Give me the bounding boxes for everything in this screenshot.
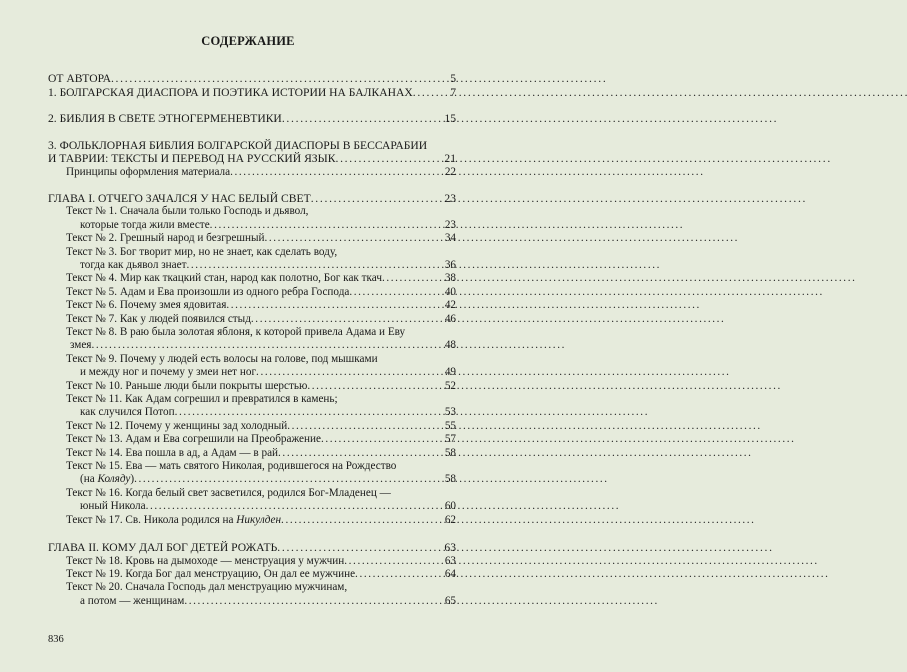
toc-entry-text: Текст № 8. В раю была золотая яблоня, к которой привела Адама и Еву [66, 326, 406, 338]
toc-entry [48, 555, 456, 568]
leader-dots [281, 514, 445, 527]
leader-dots [134, 473, 445, 486]
leader-dots [184, 595, 444, 608]
toc-entry-page: 55 [444, 419, 456, 432]
leader-dots [349, 286, 444, 299]
table-of-contents [48, 72, 456, 608]
leader-dots [413, 86, 450, 99]
toc-entry-text: Текст № 3. Бог творит мир, но не знает, как сделать воду, [66, 245, 338, 258]
leader-dots [251, 313, 445, 326]
toc-entry-page: 42 [444, 299, 456, 312]
toc-entry-text: Текст № 2. Грешный народ и безгрешный [66, 232, 265, 245]
toc-entry [48, 514, 456, 527]
leader-dots [230, 166, 445, 179]
toc-entry-text: змея [70, 339, 92, 352]
toc-entry [48, 433, 456, 446]
toc-entry-page: 58 [444, 473, 456, 486]
toc-entry-text-part: ) [130, 473, 135, 486]
toc-entry-text: Текст № 16. Когда белый свет засветился, родился Бог-Младенец — [66, 486, 391, 499]
leader-dots [186, 259, 444, 272]
page-title: СОДЕРЖАНИЕ [201, 34, 295, 48]
toc-entry-text: Текст № 1. Сначала были только Господь и дьявол, [66, 205, 309, 218]
leader-dots [146, 500, 445, 513]
toc-entry [48, 393, 456, 406]
toc-entry-text: как случился Потоп [80, 406, 175, 419]
toc-entry-page: 62 [444, 513, 456, 526]
toc-entry [48, 72, 456, 85]
toc-entry-page: 53 [444, 406, 456, 419]
toc-entry-page: 23 [444, 191, 456, 205]
toc-entry-page: 65 [444, 594, 456, 607]
toc-entry [48, 219, 456, 232]
toc-entry-text-part: Текст № 17. Св. Никола родился на [66, 513, 237, 526]
toc-entry-text: Текст № 15. Ева — мать святого Николая, родившегося на Рождество [66, 460, 397, 473]
toc-entry-page: 38 [444, 272, 456, 285]
toc-entry-page: 64 [444, 567, 456, 580]
toc-entry-page: 58 [444, 446, 456, 459]
leader-dots [307, 380, 444, 393]
leader-dots [282, 112, 445, 125]
toc-entry-text: тогда как дьявол знает [80, 258, 187, 271]
toc-entry [48, 595, 456, 608]
toc-entry-text: Текст № 7. Как у людей появился стыд [66, 312, 251, 325]
toc-entry-text [80, 473, 134, 486]
toc-entry-text: 2. БИБЛИЯ В СВЕТЕ ЭТНОГЕРМЕНЕВТИКИ [48, 112, 282, 126]
toc-entry-page: 49 [444, 366, 456, 379]
toc-entry [48, 500, 456, 513]
leader-dots [311, 192, 445, 205]
toc-entry-page: 63 [444, 554, 456, 567]
leader-dots [264, 232, 444, 245]
toc-entry [48, 353, 456, 366]
leader-dots [277, 541, 444, 554]
toc-entry [48, 259, 456, 272]
toc-entry-text: 1. БОЛГАРСКАЯ ДИАСПОРА И ПОЭТИКА ИСТОРИИ НА БАЛКАНАХ [48, 85, 413, 99]
toc-entry-page: 34 [444, 232, 456, 245]
toc-entry [48, 420, 456, 433]
toc-entry [48, 487, 456, 500]
toc-entry-text: которые тогда жили вместе [80, 218, 210, 231]
toc-entry [48, 246, 456, 259]
toc-entry-text-part: (на [80, 473, 98, 486]
leader-dots [278, 447, 445, 460]
leader-dots [287, 420, 445, 433]
toc-entry-text: Текст № 5. Адам и Ева произошли из одного ребра Господа [66, 285, 350, 298]
toc-entry-text: Текст № 19. Когда Бог дал менструацию, Он дал ее мужчине [66, 567, 356, 580]
toc-entry-text: ГЛАВА I. ОТЧЕГО ЗАЧАЛСЯ У НАС БЕЛЫЙ СВЕТ [48, 191, 311, 205]
toc-entry-text: 3. ФОЛЬКЛОРНАЯ БИБЛИЯ БОЛГАРСКОЙ ДИАСПОРЫ В БЕССАРАБИИ [48, 138, 428, 152]
toc-entry-page: 48 [444, 339, 456, 352]
leader-dots [175, 406, 445, 419]
toc-entry [48, 473, 456, 486]
toc-entry-page: 21 [444, 152, 456, 166]
toc-entry [48, 299, 456, 312]
toc-entry-page: 60 [444, 500, 456, 513]
toc-entry [48, 86, 456, 99]
toc-entry-text: юный Никола [80, 500, 146, 513]
toc-entry [48, 581, 456, 594]
leader-dots [321, 433, 445, 446]
toc-entry [48, 286, 456, 299]
toc-entry-text: Текст № 13. Адам и Ева согрешили на Преображение [66, 433, 321, 446]
toc-entry-text: Текст № 12. Почему у женщины зад холодный [66, 419, 288, 432]
leader-dots [91, 339, 444, 352]
toc-entry-italic: Никулден [236, 513, 282, 526]
leader-dots [256, 366, 445, 379]
toc-entry-page: 52 [444, 379, 456, 392]
page-number: 836 [48, 634, 64, 645]
toc-entry [48, 152, 456, 165]
toc-entry [48, 313, 456, 326]
toc-entry-page: 36 [444, 258, 456, 271]
chapter-heading [48, 541, 456, 554]
toc-entry-page: 15 [444, 112, 456, 126]
toc-entry [48, 447, 456, 460]
toc-entry-text: а потом — женщинам [80, 594, 185, 607]
toc-entry-text: Текст № 18. Кровь на дымоходе — менструация у мужчин [66, 554, 345, 567]
toc-entry [48, 232, 456, 245]
leader-dots [355, 568, 445, 581]
toc-entry-text: Текст № 10. Раньше люди были покрыты шерстью [66, 379, 308, 392]
toc-entry [48, 139, 456, 152]
chapter-heading [48, 192, 456, 205]
toc-entry-italic: Коляду [97, 473, 131, 486]
toc-entry-text [66, 514, 281, 527]
toc-entry-text: Текст № 14. Ева пошла в ад, а Адам — в рай [66, 446, 279, 459]
toc-entry [48, 339, 456, 352]
toc-entry-text: и между ног и почему у змеи нет ног [80, 366, 257, 379]
leader-dots [382, 272, 445, 285]
toc-entry-text: Текст № 4. Мир как ткацкий стан, народ как полотно, Бог как ткач [66, 272, 382, 285]
leader-dots [111, 72, 450, 85]
toc-entry-page: 57 [444, 433, 456, 446]
toc-entry-page: 23 [444, 218, 456, 231]
toc-entry-page: 22 [444, 165, 456, 178]
toc-entry-text: Текст № 6. Почему змея ядовитая [66, 299, 227, 312]
toc-entry [48, 326, 456, 339]
toc-entry-text: Текст № 9. Почему у людей есть волосы на голове, под мышками [66, 352, 378, 365]
toc-entry-page: 5 [450, 72, 456, 85]
toc-entry-text: И ТАВРИИ: ТЕКСТЫ И ПЕРЕВОД НА РУССКИЙ ЯЗЫК [48, 152, 336, 166]
toc-entry [48, 112, 456, 125]
toc-entry-text: ОТ АВТОРА [48, 72, 111, 85]
toc-entry-page: 40 [444, 285, 456, 298]
leader-dots [335, 152, 444, 165]
toc-entry-text: ГЛАВА II. КОМУ ДАЛ БОГ ДЕТЕЙ РОЖАТЬ [48, 541, 278, 555]
leader-dots [210, 219, 445, 232]
toc-entry [48, 166, 456, 179]
toc-entry [48, 568, 456, 581]
toc-entry [48, 272, 456, 285]
toc-entry [48, 406, 456, 419]
toc-entry-text: Принципы оформления материала [66, 165, 231, 178]
toc-entry-page: 63 [444, 541, 456, 555]
leader-dots [226, 299, 444, 312]
toc-entry-text: Текст № 11. Как Адам согрешил и превратился в камень; [66, 393, 338, 406]
toc-entry [48, 366, 456, 379]
leader-dots [344, 555, 445, 568]
toc-entry [48, 205, 456, 218]
toc-entry [48, 380, 456, 393]
toc-entry-page: 46 [444, 312, 456, 325]
toc-entry [48, 460, 456, 473]
toc-entry-text: Текст № 20. Сначала Господь дал менструацию мужчинам, [66, 581, 348, 594]
toc-entry-page: 7 [450, 85, 456, 99]
